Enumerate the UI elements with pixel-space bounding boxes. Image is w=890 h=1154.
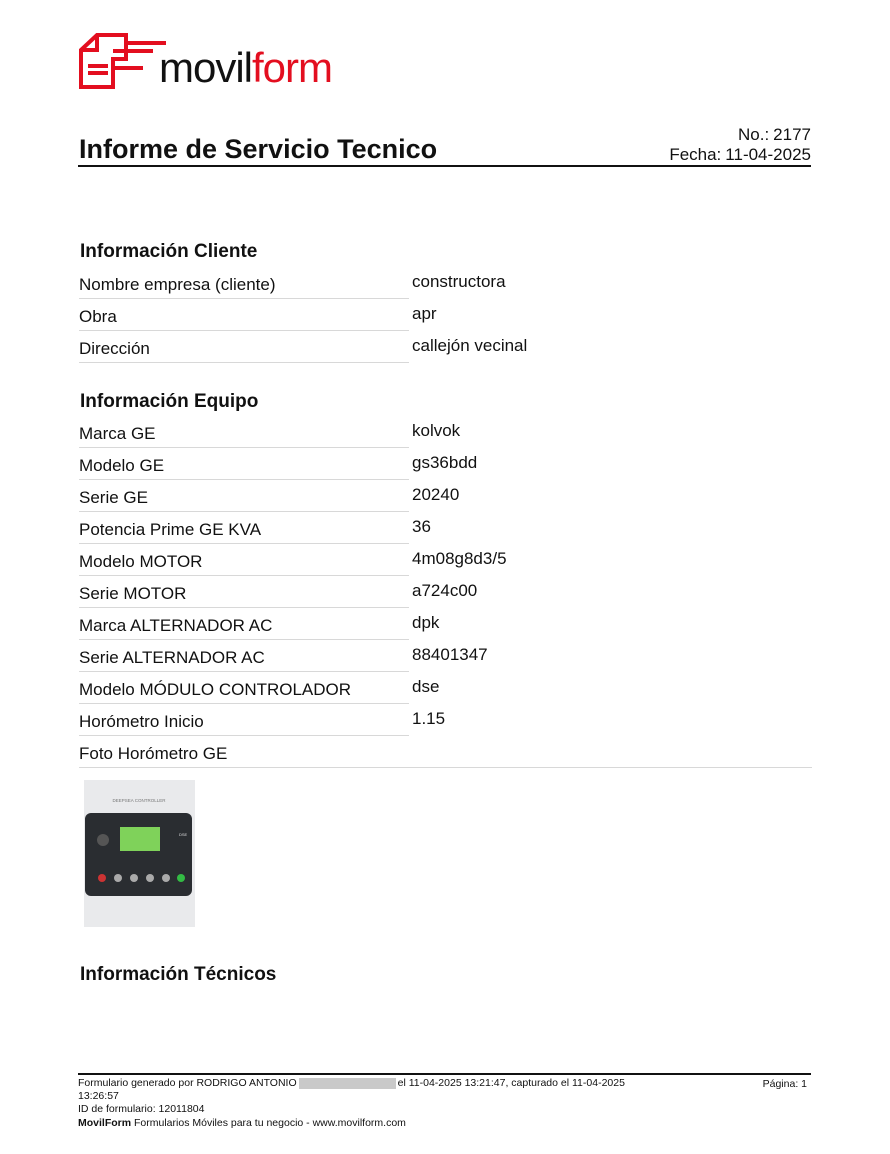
field-label: Modelo MÓDULO CONTROLADOR bbox=[79, 680, 409, 704]
footer bbox=[78, 1073, 811, 1130]
field-label: Marca GE bbox=[79, 424, 409, 448]
horometro-photo bbox=[84, 780, 195, 927]
svg-text:DEEPSEA CONTROLLER: DEEPSEA CONTROLLER bbox=[112, 798, 166, 803]
field-value: kolvok bbox=[412, 421, 461, 440]
field-value: a724c00 bbox=[412, 581, 478, 600]
footer-brand-line: MovilForm Formularios Móviles para tu negocio - www.movilform.com bbox=[78, 1116, 406, 1129]
field-value: callejón vecinal bbox=[412, 336, 528, 355]
footer-time: 13:26:57 bbox=[78, 1090, 119, 1103]
photo-label: Foto Horómetro GE bbox=[79, 744, 812, 768]
field-value: 20240 bbox=[412, 485, 460, 504]
field-value: 88401347 bbox=[412, 645, 488, 664]
page-number: Página: 1 bbox=[762, 1078, 807, 1090]
photo-label-row bbox=[78, 736, 811, 768]
field-row bbox=[78, 480, 811, 512]
report-title: Informe de Servicio Tecnico bbox=[79, 134, 438, 164]
field-label: Obra bbox=[79, 307, 409, 331]
field-label: Modelo MOTOR bbox=[79, 552, 409, 576]
section-title-tecnicos: Información Técnicos bbox=[80, 964, 277, 985]
section-title-cliente: Información Cliente bbox=[80, 241, 258, 262]
report-date: Fecha: 11-04-2025 bbox=[669, 145, 811, 164]
field-label: Serie GE bbox=[79, 488, 409, 512]
field-label: Potencia Prime GE KVA bbox=[79, 520, 409, 544]
field-row bbox=[78, 299, 811, 331]
field-value: 1.15 bbox=[412, 709, 446, 728]
svg-text:DSE: DSE bbox=[179, 832, 188, 837]
field-row bbox=[78, 704, 811, 736]
field-label: Horómetro Inicio bbox=[79, 712, 409, 736]
redacted-name bbox=[299, 1078, 396, 1089]
field-row bbox=[78, 544, 811, 576]
field-row bbox=[78, 608, 811, 640]
field-row bbox=[78, 576, 811, 608]
field-row bbox=[78, 512, 811, 544]
footer-generated: Formulario generado por RODRIGO ANTONIO el 11-04-2025 13:21:47, capturado el 11-04-2025 bbox=[78, 1077, 625, 1089]
field-row bbox=[78, 267, 811, 299]
field-row bbox=[78, 640, 811, 672]
field-value: 4m08g8d3/5 bbox=[412, 549, 507, 568]
field-value: apr bbox=[412, 304, 437, 323]
report-header bbox=[78, 122, 811, 167]
section-title-equipo: Información Equipo bbox=[80, 391, 259, 412]
field-row bbox=[78, 331, 811, 363]
field-row bbox=[78, 416, 811, 448]
field-row bbox=[78, 448, 811, 480]
field-label: Serie MOTOR bbox=[79, 584, 409, 608]
field-label: Serie ALTERNADOR AC bbox=[79, 648, 409, 672]
field-row bbox=[78, 672, 811, 704]
field-label: Modelo GE bbox=[79, 456, 409, 480]
field-value: dpk bbox=[412, 613, 440, 632]
field-label: Marca ALTERNADOR AC bbox=[79, 616, 409, 640]
report-number: No.: 2177 bbox=[737, 125, 811, 144]
field-value: constructora bbox=[412, 272, 506, 291]
report-meta bbox=[669, 125, 811, 165]
field-value: gs36bdd bbox=[412, 453, 478, 472]
field-label: Dirección bbox=[79, 339, 409, 363]
footer-form-id: ID de formulario: 12011804 bbox=[78, 1103, 205, 1116]
field-label: Nombre empresa (cliente) bbox=[79, 275, 409, 299]
field-value: dse bbox=[412, 677, 440, 696]
field-value: 36 bbox=[412, 517, 431, 536]
logo-wordmark: movilform bbox=[159, 44, 333, 91]
